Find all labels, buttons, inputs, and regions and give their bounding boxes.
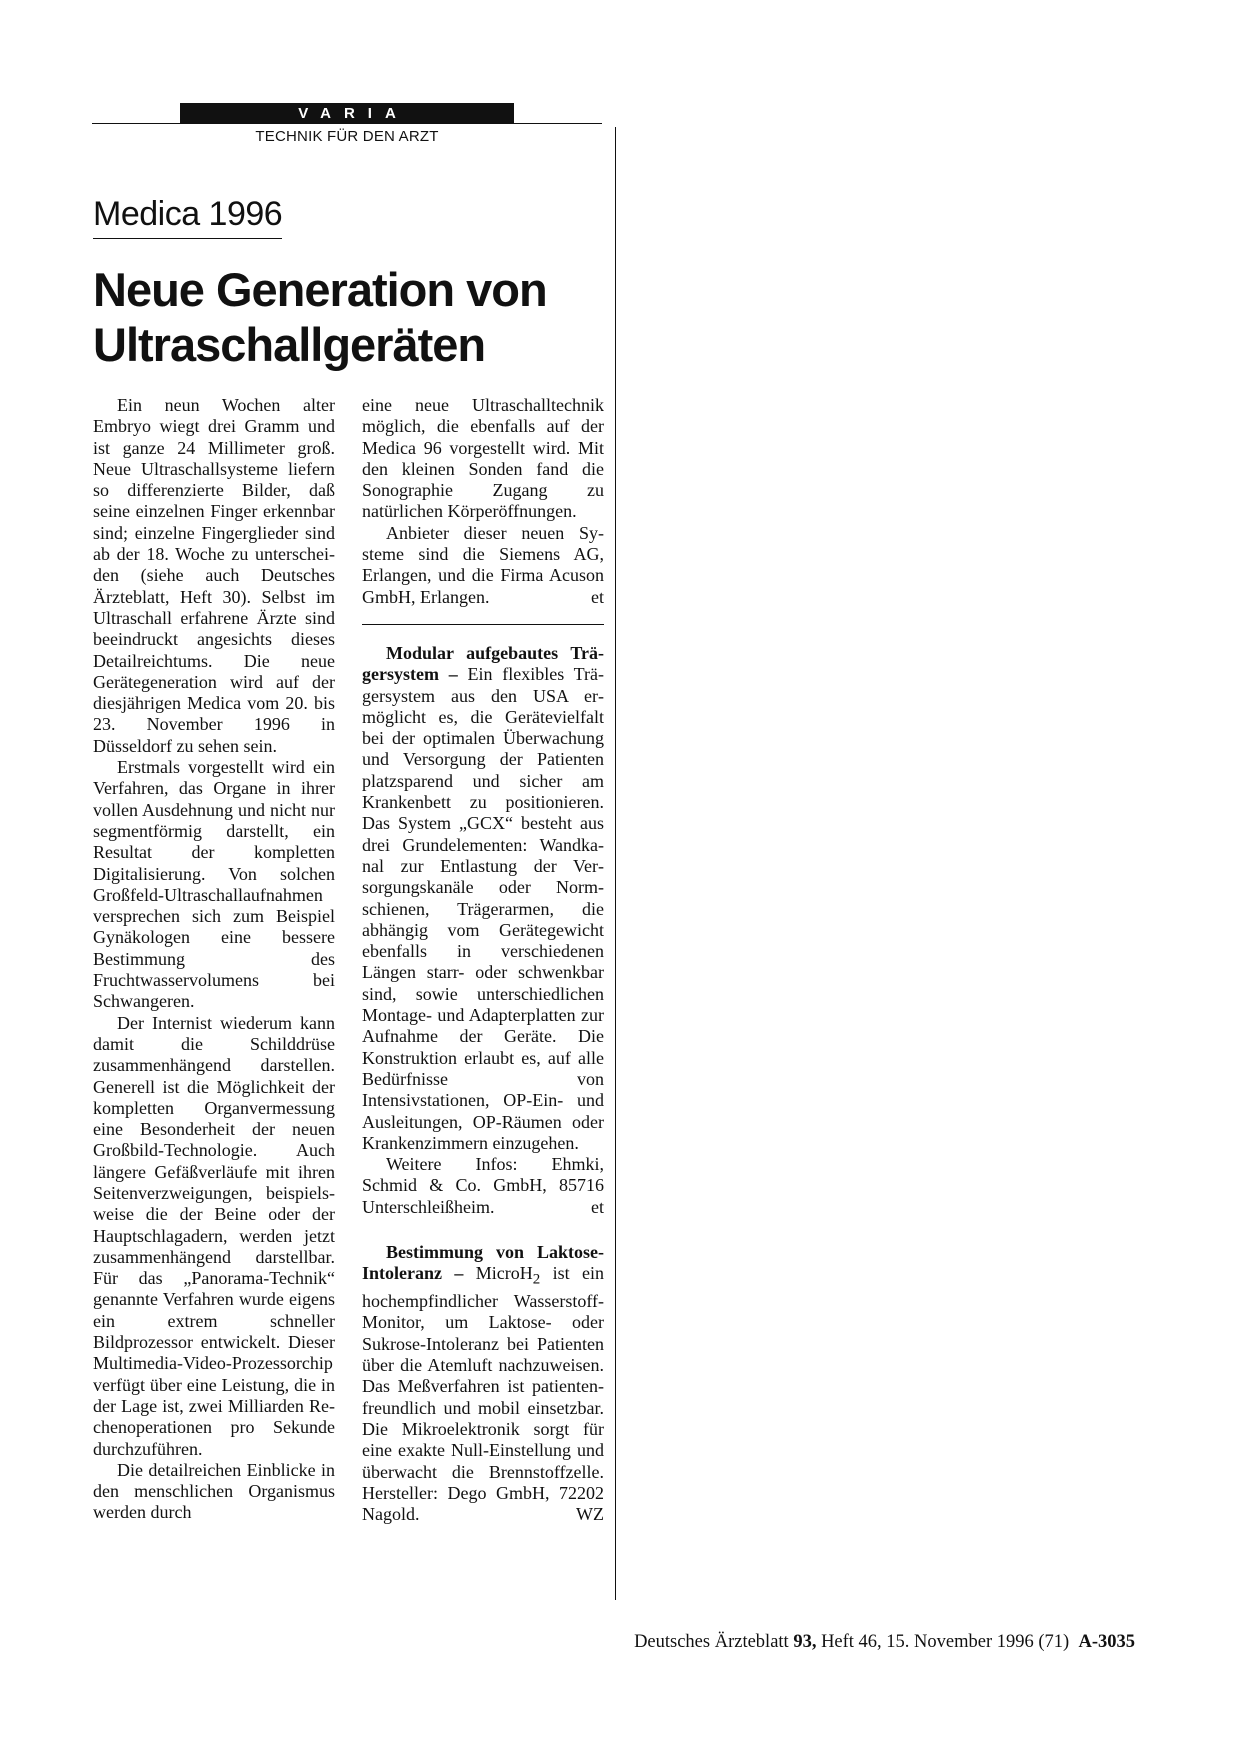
item-title: Modular aufgebautes Trägersystem – bbox=[362, 642, 604, 685]
paragraph bbox=[362, 1242, 604, 1525]
subscript: 2 bbox=[532, 1271, 541, 1288]
paragraph: Die detailreichen Einblicke in den menschlichen Organismus werden durch bbox=[93, 1459, 335, 1523]
news-item bbox=[362, 1242, 604, 1525]
paragraph-text: Anbieter dieser neuen Systeme sind die Siemens AG, Erlangen, und die Firma Acuson GmbH, Erlangen. bbox=[362, 522, 604, 607]
author-sign: et bbox=[591, 586, 604, 607]
author-sign: et bbox=[591, 1196, 604, 1217]
item-body-pre: MicroH bbox=[463, 1263, 533, 1284]
paragraph bbox=[362, 1154, 604, 1218]
paragraph: Ein neun Wochen alter Embryo wiegt drei Gramm und ist ganze 24 Millimeter groß. Neue Ultraschallsysteme liefern so differenzierte Bilder, daß seine einzelnen Finger erkennbar sind; einzelne Fingerglieder sind ab der 18. Woche zu unterscheiden (siehe auch Deutsches Ärzteblatt, Heft 30). Selbst im Ultraschall erfahrene Ärzte sind beeindruckt angesichts dieses Detailreichtums. Die neue Gerätegeneration wird auf der diesjährigen Medica vom 20. bis 23. November 1996 in Düsseldorf zu sehen sein. bbox=[93, 395, 335, 756]
ressort-bar: VARIA bbox=[180, 103, 514, 124]
page-number: A-3035 bbox=[1078, 1632, 1135, 1652]
article-column-left bbox=[93, 395, 335, 1524]
item-body: ist ein hochempfindlicher Wasserstoff-Monitor, um Laktose- oder Sukrose-Intoleranz bei Patienten über die Atemluft nachzuweisen. Das Meßverfahren ist patientenfreundlich und mobil einsetzbar. Die Mikroelektronik sorgt für eine exakte Null-Einstellung und überwacht die Brennstoffzelle. Hersteller: Dego GmbH, 72202 Nagold. bbox=[362, 1263, 604, 1525]
news-item bbox=[362, 643, 604, 1218]
paragraph bbox=[362, 523, 604, 608]
article-kicker: Medica 1996 bbox=[93, 194, 282, 239]
column-divider-rule bbox=[615, 127, 616, 1600]
article-headline: Neue Generation von Ultraschallgeräten bbox=[93, 263, 547, 371]
paragraph bbox=[362, 643, 604, 1154]
journal-volume: 93, bbox=[793, 1632, 817, 1652]
issue-date: Heft 46, 15. November 1996 (71) bbox=[821, 1632, 1070, 1652]
page-footer bbox=[0, 1632, 1135, 1653]
item-body: Ein flexibles Trägersystem aus den USA ermöglicht es, die Gerätevielfalt bei der optimalen Überwachung und Versorgung der Patienten platzsparend und sicher am Krankenbett zu positionieren. Das System „GCX“ besteht aus drei Grundelementen: Wandkanal zur Entlastung der Versorgungskanäle oder Normschienen, Trägerarmen, die abhängig vom Gerätegewicht ebenfalls in verschiedenen Längen starr- oder schwenkbar sind, sowie unterschiedlichen Montage- und Adapterplatten zur Aufnahme der Geräte. Die Konstruktion erlaubt es, auf alle Bedürfnisse von Intensivstationen, OP-Ein- und Ausleitungen, OP-Räumen oder Krankenzimmern einzugehen. bbox=[362, 664, 605, 1153]
section-divider bbox=[362, 624, 604, 625]
item-title: Bestimmung von Laktose-Intoleranz – bbox=[362, 1241, 604, 1284]
journal-name: Deutsches Ärzteblatt bbox=[634, 1632, 789, 1652]
spacer bbox=[362, 1218, 604, 1242]
paragraph: eine neue Ultraschalltechnik möglich, die ebenfalls auf der Medica 96 vorgestellt wird. Mit den kleinen Sonden fand die Sonographie Zugang zu natürlichen Körperöffnungen. bbox=[362, 395, 604, 522]
article-column-right bbox=[362, 395, 604, 1525]
paragraph: Der Internist wiederum kann damit die Schilddrüse zusammenhängend darstellen. Generell ist die Möglichkeit der kompletten Organvermessung eine Besonderheit der neuen Großbild-Technologie. Auch längere Gefäßverläufe mit ihren Seitenverzweigungen, beispielsweise die der Beine oder der Hauptschlagadern, werden jetzt zusammenhängend darstellbar. Für das „Panorama-Technik“ genannte Verfahren wurde eigens ein extrem schneller Bildprozessor entwickelt. Dieser Multimedia-Video-Prozessorchip verfügt über eine Leistung, die in der Lage ist, zwei Milliarden Rechenoperationen pro Sekunde durchzuführen. bbox=[93, 1012, 335, 1459]
section-label: TECHNIK FÜR DEN ARZT bbox=[255, 128, 439, 145]
item-contact: Weitere Infos: Ehmki, Schmid & Co. GmbH, 85716 Unterschleißheim. bbox=[362, 1154, 604, 1217]
author-sign: WZ bbox=[576, 1504, 604, 1525]
paragraph: Erstmals vorgestellt wird ein Verfahren, das Organe in ihrer vollen Ausdehnung und nicht nur segmentförmig darstellt, ein Resultat der kompletten Digitalisierung. Von solchen Großfeld-Ultraschallaufnahmen versprechen sich zum Beispiel Gynäkologen eine bessere Bestimmung des Fruchtwasservolumens bei Schwangeren. bbox=[93, 757, 335, 1012]
